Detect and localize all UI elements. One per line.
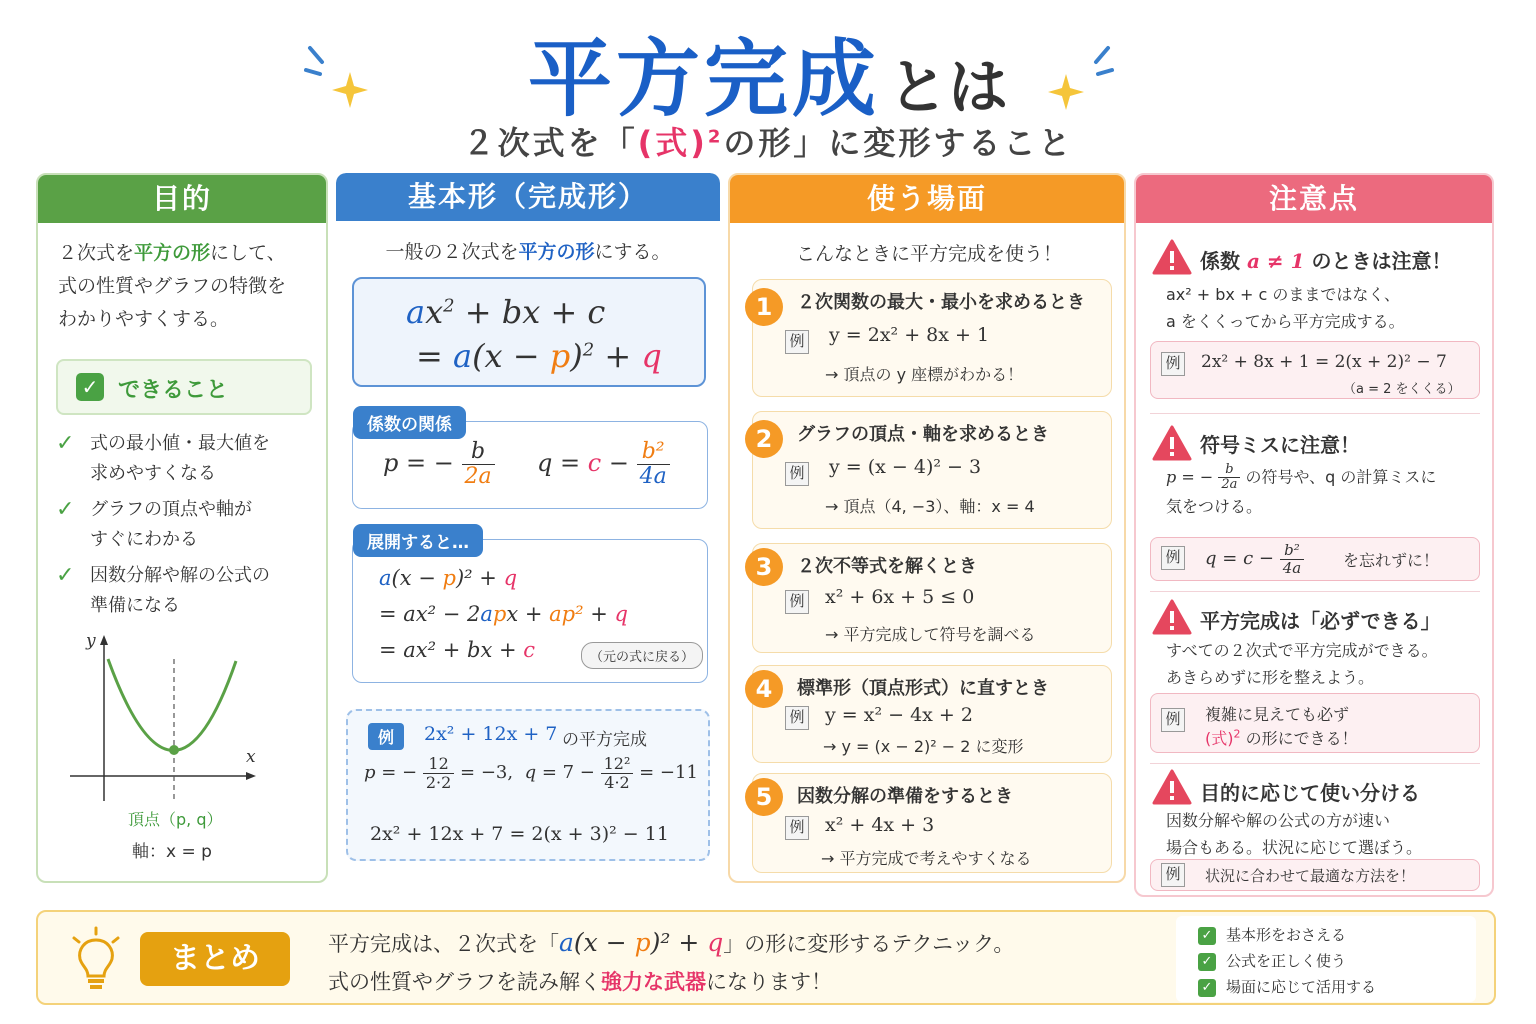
can-do-label: できること [118, 378, 229, 403]
check-icon: ✓ [56, 497, 75, 522]
checkbox-icon: ✓ [76, 373, 104, 401]
checklist-item [1198, 976, 1376, 997]
caution-text: p = − $\frac{b}{2a}$ の符号や、q の計算ミスに 気をつける。 [1166, 462, 1437, 516]
purpose-panel [36, 173, 328, 883]
usage-card-title: 因数分解の準備をするとき [797, 786, 1013, 807]
usage-card-note: → 平方完成で考えやすくなる [821, 849, 1032, 868]
usage-card [752, 773, 1112, 873]
example-line-3: 2x² + 12x + 7 = 2(x + 3)² − 11 [370, 823, 669, 845]
x-axis-label: x [246, 747, 256, 767]
checklist-label: 公式を正しく使う [1226, 952, 1347, 970]
summary-line-1: 平方完成は、２次式を「a(x − p)² + q」の形に変形するテクニック。 [328, 928, 1015, 957]
usage-intro: こんなときに平方完成を使う！ [795, 243, 1062, 265]
subtitle-post: の形」に変形すること [723, 124, 1074, 162]
main-formula-box [352, 277, 706, 387]
header [0, 0, 1536, 170]
caution-text-2: 気をつける。 [1166, 496, 1263, 516]
caution-example-rest: の形にできる！ [1245, 729, 1358, 748]
usage-card-eq: y = (x − 4)² − 3 [829, 456, 982, 478]
lightbulb-icon [68, 926, 124, 992]
caution-heading: 注意点 [1136, 175, 1492, 223]
number-badge: 3 [745, 548, 783, 586]
vertex-label: 頂点（p, q） [128, 810, 223, 829]
can-do-item-line1: グラフの頂点や軸が [90, 499, 252, 520]
usage-card [752, 665, 1112, 763]
caution-example-line1: 状況に合わせて最適な方法を！ [1205, 867, 1416, 885]
can-do-item-line2: 求めやすくなる [90, 463, 216, 484]
usage-card-eq: x² + 6x + 5 ≤ 0 [825, 586, 975, 608]
divider [1150, 763, 1480, 764]
purpose-text-3: 式の性質やグラフの特徴を [58, 275, 287, 297]
usage-card [752, 411, 1112, 529]
divider [1150, 591, 1480, 592]
caution-example [1150, 341, 1480, 399]
number-badge: 2 [745, 420, 783, 458]
purpose-text-4: わかりやすくする。 [58, 308, 230, 330]
usage-card-eq: x² + 4x + 3 [825, 814, 935, 836]
example-tag: 例 [785, 816, 809, 840]
caution-title-post: のときは注意！ [1311, 249, 1452, 273]
usage-heading: 使う場面 [730, 175, 1124, 223]
axis-label: 軸：x = p [132, 842, 212, 862]
expansion-line-3: = ax² + bx + c [379, 638, 536, 662]
title-main: 平方完成 [527, 30, 880, 128]
example-tag: 例 [1161, 708, 1185, 732]
coefficient-relation-box [352, 415, 708, 509]
caution-example-eq: q = c − $\frac{\text{b²}}{4a}$ [1205, 542, 1304, 576]
caution-example-note: （a = 2 をくくる） [1343, 382, 1461, 397]
parabola-graph [64, 631, 304, 811]
checkbox-icon: ✓ [1198, 927, 1216, 945]
usage-card [752, 543, 1112, 653]
summary-line2-pre: 式の性質やグラフを読み解く [328, 970, 601, 994]
example-tag: 例 [785, 462, 809, 486]
basic-form-heading: 基本形（完成形） [336, 173, 720, 221]
example-tag: 例 [785, 706, 809, 730]
usage-card-title: ２次関数の最大・最小を求めるとき [797, 292, 1085, 313]
caution-text-2: 場合もある。状況に応じて選ぼう。 [1166, 838, 1423, 857]
divider [1150, 413, 1480, 414]
caution-example-expr: (式) [1205, 729, 1234, 748]
expansion-line-1: a(x − p)² + q [379, 566, 518, 590]
caution-example-eq: 2x² + 8x + 1 = 2(x + 2)² − 7 [1201, 352, 1447, 372]
basic-intro-highlight: 平方の形 [518, 241, 595, 263]
caution-text-1: すべての２次式で平方完成ができる。 [1166, 641, 1438, 660]
checklist-item [1198, 924, 1346, 945]
page-subtitle [0, 118, 1536, 164]
number-badge: 5 [745, 778, 783, 816]
caution-example [1150, 859, 1480, 891]
can-do-item-line2: 準備になる [90, 595, 180, 616]
caution-example-rest: を忘れずに！ [1343, 551, 1440, 570]
example-tag: 例 [368, 723, 404, 750]
summary-highlight: 強力な武器 [601, 970, 706, 994]
summary-line-2 [328, 966, 832, 996]
caution-text-2: a をくくってから平方完成する。 [1166, 312, 1405, 331]
example-tag: 例 [1161, 863, 1185, 887]
basic-form-panel [336, 173, 720, 883]
purpose-text-1: ２次式を [58, 242, 135, 264]
summary-line1-pre: 平方完成は、２次式を「 [328, 932, 559, 956]
warning-icon [1152, 599, 1192, 635]
subtitle-expr: (式) [637, 124, 708, 162]
caution-example [1150, 537, 1480, 581]
caution-text-1: 因数分解や解の公式の方が速い [1166, 811, 1391, 830]
can-do-box [56, 359, 312, 415]
check-icon: ✓ [56, 563, 75, 588]
usage-card-eq: y = x² − 4x + 2 [825, 704, 973, 726]
usage-panel [728, 173, 1126, 883]
caution-panel [1134, 173, 1494, 897]
caution-title [1200, 245, 1452, 274]
caution-text [1166, 637, 1486, 691]
caution-text [1166, 281, 1486, 335]
title-suffix: とは [888, 53, 1008, 123]
example-box [346, 709, 710, 861]
usage-card-note: → y = (x − 2)² − 2 に変形 [823, 737, 1024, 756]
basic-intro-2: にする。 [594, 241, 671, 263]
check-icon: ✓ [56, 431, 75, 456]
caution-example [1150, 693, 1480, 753]
caution-example-line2: (式)$^2$ の形にできる！ [1205, 727, 1358, 748]
formula-line-2: = $a(x - p)^2 + q$ [416, 337, 662, 375]
purpose-highlight: 平方の形 [134, 242, 211, 264]
purpose-text-2: にして、 [210, 242, 286, 264]
usage-card-note: → 頂点（4, −3）、軸：x = 4 [825, 497, 1035, 516]
caution-title: 平方完成は「必ずできる」 [1200, 609, 1441, 633]
expansion-tag: 展開すると… [353, 524, 483, 557]
p-formula: p = − $\frac{b}{2a}$ [383, 440, 495, 489]
caution-title: 目的に応じて使い分ける [1200, 781, 1420, 805]
number-badge: 4 [745, 670, 783, 708]
usage-card [752, 279, 1112, 397]
page-title [0, 12, 1536, 133]
can-do-item-line2: すぐにわかる [90, 529, 198, 550]
caution-text [1166, 807, 1486, 861]
caution-title-cond: a ≠ 1 [1246, 249, 1305, 273]
checklist-label: 場面に応じて活用する [1226, 978, 1377, 996]
purpose-text [58, 237, 314, 336]
q-formula: q = c − $\frac{\text{b²}}{4a}$ [537, 440, 670, 489]
caution-text-1b: の符号や、q の計算ミスに [1245, 467, 1437, 487]
caution-example-line1: 複雑に見えても必ず [1205, 705, 1350, 724]
checklist-item [1198, 950, 1346, 971]
summary-line1-post: 」の形に変形するテクニック。 [723, 932, 1015, 956]
purpose-heading: 目的 [38, 175, 326, 223]
checklist-label: 基本形をおさえる [1226, 926, 1347, 944]
caution-text-2: あきらめずに形を整えよう。 [1166, 668, 1375, 687]
usage-card-title: グラフの頂点・軸を求めるとき [797, 424, 1049, 445]
can-do-item [56, 429, 316, 489]
formula-line-1: $ax^2$ + bx + c [406, 293, 606, 331]
warning-icon [1152, 769, 1192, 805]
basic-intro-1: 一般の２次式を [385, 241, 519, 263]
expansion-line-2: = ax² − 2apx + ap² + q [379, 602, 628, 626]
caution-title-pre: 係数 [1200, 249, 1240, 273]
usage-card-title: ２次不等式を解くとき [797, 556, 977, 577]
warning-icon [1152, 425, 1192, 461]
subtitle-pre: ２次式を「 [462, 124, 638, 162]
example-line-2: p = − $\frac{12}{2\cdot 2}$ = −3, q = 7 − $\frac{\text{12²}}{4\cdot 2}$ = −11 [364, 754, 698, 792]
example-expression: 2x² + 12x + 7 [424, 723, 558, 745]
summary-panel [36, 910, 1496, 1005]
checkbox-icon: ✓ [1198, 979, 1216, 997]
summary-checklist [1176, 916, 1476, 1002]
example-tag: 例 [785, 590, 809, 614]
can-do-item [56, 495, 316, 555]
warning-icon [1152, 239, 1192, 275]
subtitle-sup: 2 [707, 126, 724, 148]
caution-title: 符号ミスに注意！ [1200, 433, 1360, 457]
usage-card-title: 標準形（頂点形式）に直すとき [797, 678, 1049, 699]
checkbox-icon: ✓ [1198, 953, 1216, 971]
summary-line2-post: になります！ [706, 970, 832, 994]
summary-badge: まとめ [140, 932, 290, 986]
coefficient-relation-tag: 係数の関係 [353, 406, 466, 439]
caution-text-1: ax² + bx + c のままではなく、 [1166, 285, 1401, 304]
example-tag: 例 [785, 330, 809, 354]
number-badge: 1 [745, 288, 783, 326]
example-title-rest: の平方完成 [562, 730, 647, 750]
usage-card-eq: y = 2x² + 8x + 1 [829, 324, 990, 346]
expansion-note: （元の式に戻る） [581, 642, 703, 669]
example-tag: 例 [1161, 352, 1185, 376]
usage-card-note: → 頂点の y 座標がわかる！ [825, 365, 1024, 384]
expansion-box [352, 533, 708, 683]
can-do-item-line1: 因数分解や解の公式の [90, 565, 270, 586]
usage-card-note: → 平方完成して符号を調べる [825, 625, 1036, 644]
y-axis-label: y [86, 631, 96, 651]
basic-intro [336, 237, 720, 264]
can-do-item-line1: 式の最小値・最大値を [90, 433, 270, 454]
example-tag: 例 [1161, 546, 1185, 570]
can-do-item [56, 561, 316, 621]
